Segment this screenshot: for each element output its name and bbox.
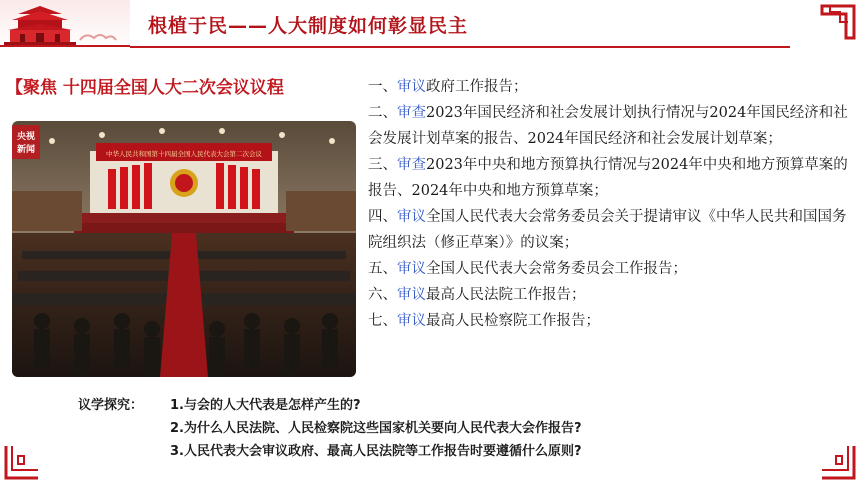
stage-banner-text: 中华人民共和国第十四届全国人民代表大会第二次会议: [106, 150, 262, 158]
inquiry-question: 3.人民代表大会审议政府、最高人民法院等工作报告时要遵循什么原则?: [170, 444, 582, 459]
tiananmen-banner: [0, 0, 130, 50]
tiananmen-icon: [0, 0, 130, 50]
corner-ornament-icon: [820, 446, 856, 480]
corner-ornament-icon: [820, 4, 856, 40]
list-item: 四、审议全国人民代表大会常务委员会关于提请审议《中华人民共和国国务院组织法（修正草案）》的议案；: [368, 209, 847, 251]
list-item: 七、审议最高人民检察院工作报告；: [368, 313, 600, 329]
list-item: 一、审议政府工作报告；: [368, 79, 528, 95]
agenda-list: [368, 74, 848, 334]
inquiry-label: 议学探究：: [78, 398, 144, 413]
list-item: 三、审查2023年中央和地方预算执行情况与2024年中央和地方预算草案的报告、2024年中央和地方预算草案；: [368, 157, 848, 199]
list-item: 二、审查2023年国民经济和社会发展计划执行情况与2024年国民经济和社会发展计划草案的报告、2024年国民经济和社会发展计划草案；: [368, 105, 848, 147]
header: [0, 0, 860, 50]
list-item: 五、审议全国人民代表大会常务委员会工作报告；: [368, 261, 687, 277]
assembly-hall-photo: [12, 121, 356, 377]
watermark-text: 央视: [16, 132, 36, 142]
list-item: 六、审议最高人民法院工作报告；: [368, 287, 586, 303]
inquiry-section: [78, 394, 798, 463]
section-heading: 【聚焦 十四届全国人大二次会议议程: [6, 78, 284, 98]
header-underline: [130, 46, 790, 48]
slide-title: 根植于民——人大制度如何彰显民主: [148, 15, 469, 37]
corner-ornament-icon: [4, 446, 40, 480]
watermark-text-2: 新闻: [16, 145, 36, 155]
inquiry-question: 2.为什么人民法院、人民检察院这些国家机关要向人民代表大会作报告?: [170, 421, 582, 436]
inquiry-question: 议学探究： 1.与会的人大代表是怎样产生的?: [78, 394, 798, 417]
